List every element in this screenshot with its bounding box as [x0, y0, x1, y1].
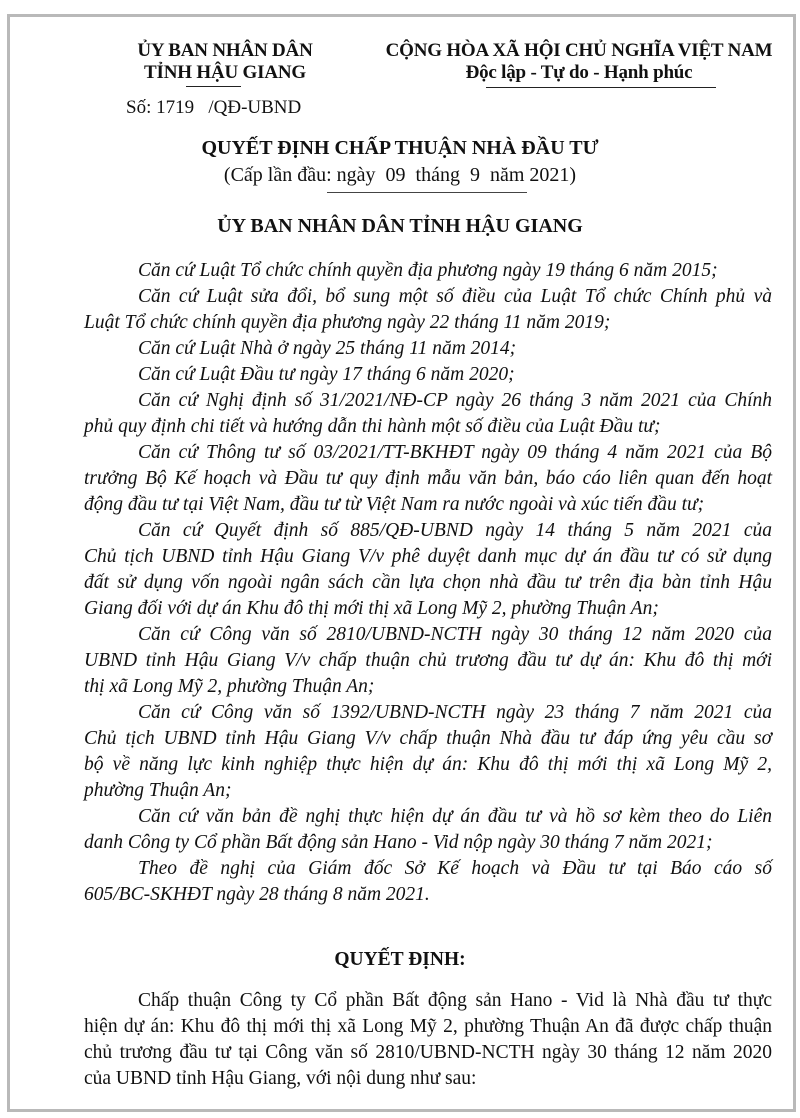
- preamble-line: bộ về năng lực kinh nghiệp thực hiện dự án: Khu đô thị mới thị xã Long Mỹ 2,: [84, 754, 772, 775]
- preamble-line: Theo đề nghị của Giám đốc Sở Kế hoạch và Đầu tư tại Báo cáo số: [138, 858, 772, 879]
- preamble-line: Chủ tịch UBND tỉnh Hậu Giang V/v chấp thuận Nhà đầu tư đáp ứng yêu cầu sơ: [84, 728, 772, 749]
- preamble-line: Căn cứ Quyết định số 885/QĐ-UBND ngày 14 tháng 5 năm 2021 của: [138, 520, 772, 541]
- national-motto: Độc lập - Tự do - Hạnh phúc: [465, 62, 693, 83]
- agency-line-1: ỦY BAN NHÂN DÂN: [137, 40, 313, 61]
- agency-line-2-pre: TỈNH: [144, 62, 192, 83]
- preamble-line: Luật Tổ chức chính quyền địa phương ngày 22 tháng 11 năm 2019;: [84, 312, 611, 333]
- preamble-line: Căn cứ Luật Nhà ở ngày 25 tháng 11 năm 2014;: [138, 338, 517, 359]
- agency-name: [112, 40, 338, 84]
- preamble-line: 605/BC-SKHĐT ngày 28 tháng 8 năm 2021.: [84, 884, 430, 905]
- preamble-line: Căn cứ Luật Tổ chức chính quyền địa phương ngày 19 tháng 6 năm 2015;: [138, 260, 718, 281]
- decision-line: hiện dự án: Khu đô thị mới thị xã Long Mỹ 2, phường Thuận An đã được chấp thuận: [84, 1016, 772, 1037]
- decision-line: Chấp thuận Công ty Cổ phần Bất động sản Hano - Vid là Nhà đầu tư thực: [138, 990, 772, 1011]
- preamble-line: Căn cứ Luật Đầu tư ngày 17 tháng 6 năm 2020;: [138, 364, 515, 385]
- document-title: QUYẾT ĐỊNH CHẤP THUẬN NHÀ ĐẦU TƯ: [201, 137, 599, 159]
- preamble-line: phủ quy định chi tiết và hướng dẫn thi hành một số điều của Luật Đầu tư;: [84, 416, 661, 437]
- preamble-line: Căn cứ văn bản đề nghị thực hiện dự án đầu tư và hồ sơ kèm theo do Liên: [138, 806, 772, 827]
- preamble-line: trưởng Bộ Kế hoạch và Đầu tư quy định mẫu văn bản, báo cáo liên quan đến hoạt: [84, 468, 772, 489]
- preamble-line: Căn cứ Thông tư số 03/2021/TT-BKHĐT ngày 09 tháng 4 năm 2021 của Bộ: [138, 442, 772, 463]
- agency-line-2-post: GIANG: [242, 62, 306, 83]
- decision-heading: QUYẾT ĐỊNH:: [334, 949, 466, 970]
- preamble-line: phường Thuận An;: [84, 780, 232, 801]
- preamble-line: Căn cứ Luật sửa đổi, bổ sung một số điều của Luật Tổ chức Chính phủ và: [138, 286, 772, 307]
- issuing-authority: ỦY BAN NHÂN DÂN TỈNH HẬU GIANG: [217, 215, 583, 237]
- preamble-line: Căn cứ Công văn số 1392/UBND-NCTH ngày 23 tháng 7 năm 2021 của: [138, 702, 772, 723]
- preamble-line: Giang đối với dự án Khu đô thị mới thị xã Long Mỹ 2, phường Thuận An;: [84, 598, 659, 619]
- preamble-line: thị xã Long Mỹ 2, phường Thuận An;: [84, 676, 375, 697]
- preamble-line: động đầu tư tại Việt Nam, đầu tư từ Việt Nam ra nước ngoài và xúc tiến đầu tư;: [84, 494, 705, 515]
- agency-line-2: [112, 62, 338, 84]
- preamble-line: đất sử dụng vốn ngoài ngân sách cần lựa chọn nhà đầu tư trên địa bàn tỉnh Hậu: [84, 572, 772, 593]
- preamble-line: Chủ tịch UBND tỉnh Hậu Giang V/v phê duyệt danh mục dự án đầu tư có sử dụng: [84, 546, 772, 567]
- document-number: Số: 1719 /QĐ-UBND: [126, 97, 302, 118]
- national-title: CỘNG HÒA XÃ HỘI CHỦ NGHĨA VIỆT NAM: [385, 40, 773, 61]
- preamble-line: Căn cứ Công văn số 2810/UBND-NCTH ngày 30 tháng 12 năm 2020 của: [138, 624, 772, 645]
- preamble-line: UBND tỉnh Hậu Giang V/v chấp thuận chủ trương đầu tư dự án: Khu đô thị mới: [84, 650, 772, 671]
- national-header: [362, 40, 796, 84]
- document-subtitle: (Cấp lần đầu: ngày 09 tháng 9 năm 2021): [223, 164, 577, 186]
- agency-underline: [186, 86, 241, 87]
- preamble-line: danh Công ty Cổ phần Bất động sản Hano - Vid nộp ngày 30 tháng 7 năm 2021;: [84, 832, 713, 853]
- motto-underline: [486, 87, 716, 88]
- agency-line-2-mid: HẬU: [191, 62, 243, 83]
- preamble-line: Căn cứ Nghị định số 31/2021/NĐ-CP ngày 26 tháng 3 năm 2021 của Chính: [138, 390, 772, 411]
- decision-line: của UBND tỉnh Hậu Giang, với nội dung như sau:: [84, 1068, 477, 1089]
- decision-line: chủ trương đầu tư tại Công văn số 2810/UBND-NCTH ngày 30 tháng 12 năm 2020: [84, 1042, 772, 1063]
- subtitle-underline: [327, 192, 527, 193]
